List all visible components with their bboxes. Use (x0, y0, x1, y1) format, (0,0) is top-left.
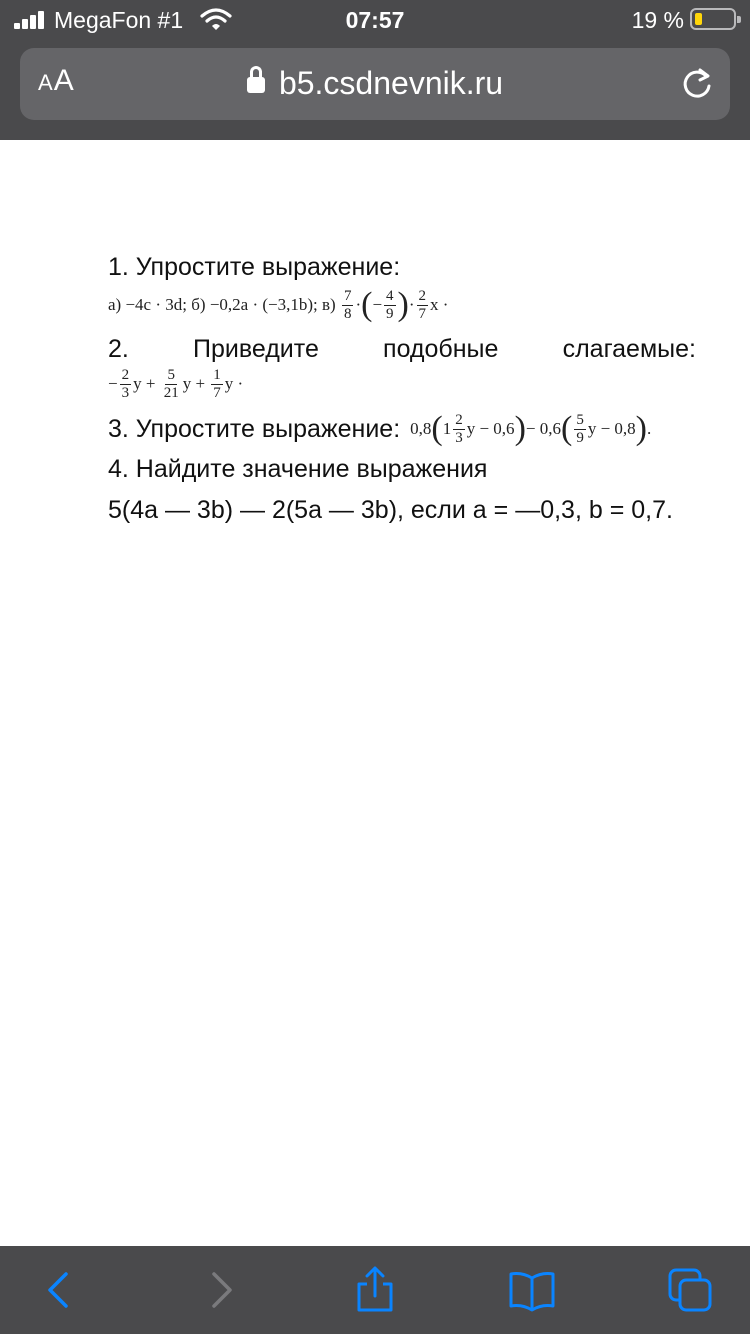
task3-expression: 0,8 ( 1 $\frac{2}{3}$ y − 0,6 ) − 0,6 ( $\frac{5}{9}$ y − 0,8 ) . (410, 410, 652, 447)
task3 (108, 412, 696, 446)
forward-icon[interactable] (196, 1266, 244, 1314)
address-bar[interactable] (20, 48, 730, 120)
carrier-name: MegaFon #1 (54, 7, 184, 33)
status-bar (0, 0, 750, 40)
lock-icon (247, 73, 265, 95)
task1-heading: 1. Упростите выражение: (108, 253, 401, 281)
task1-expressions: а) −4c · 3d; б) −0,2a · (−3,1b); в) $\frac{7}{8}$ · ( − $\frac{4}{9}$ ) · $\frac{2}{7}$ x · (108, 286, 449, 323)
reload-icon[interactable] (680, 66, 714, 102)
task3-heading: 3. Упростите выражение: (108, 415, 401, 443)
fraction: $\frac{2}{3}$ (121, 366, 130, 401)
url-text: b5.csdnevnik.ru (278, 65, 504, 101)
fraction: $\frac{7}{8}$ (343, 287, 352, 322)
bookmarks-icon[interactable] (508, 1266, 556, 1314)
task1-c-label: в) (322, 295, 336, 314)
task2-expression: − $\frac{2}{3}$ y + $\frac{5}{21}$ y + $\frac{1}{7}$ y · (108, 366, 244, 401)
browser-chrome (0, 0, 750, 140)
clock: 07:57 (345, 7, 405, 33)
task4-heading: 4. Найдите значение выражения (108, 455, 488, 483)
task1-a-expr: −4c · 3d; (125, 295, 187, 314)
url-field[interactable] (20, 65, 730, 102)
fraction: $\frac{5}{21}$ (163, 366, 179, 401)
tabs-icon[interactable] (666, 1266, 714, 1314)
share-icon[interactable] (351, 1266, 399, 1314)
task1-var: x (430, 295, 439, 314)
task1-b-expr: −0,2a · (−3,1b); (209, 295, 318, 314)
battery-icon (690, 8, 736, 30)
fraction: $\frac{4}{9}$ (386, 287, 394, 322)
fraction: $\frac{2}{3}$ (455, 411, 463, 446)
text-size-button[interactable]: AA (38, 64, 75, 97)
back-icon[interactable] (36, 1266, 84, 1314)
task4-body: 5(4a — 3b) — 2(5a — 3b), если a = —0,3, b = 0,7. (108, 496, 673, 524)
fraction: $\frac{5}{9}$ (576, 411, 584, 446)
battery-percent: 19 % (631, 7, 684, 33)
task2-heading: 2. Приведите подобные слагаемые: (108, 335, 696, 363)
fraction: $\frac{1}{7}$ (213, 366, 221, 401)
page-content (108, 252, 696, 526)
task1-a-label: а) (108, 295, 122, 314)
task1-b-label: б) (191, 295, 206, 314)
fraction: $\frac{2}{7}$ (418, 287, 427, 322)
bottom-toolbar (0, 1246, 750, 1334)
